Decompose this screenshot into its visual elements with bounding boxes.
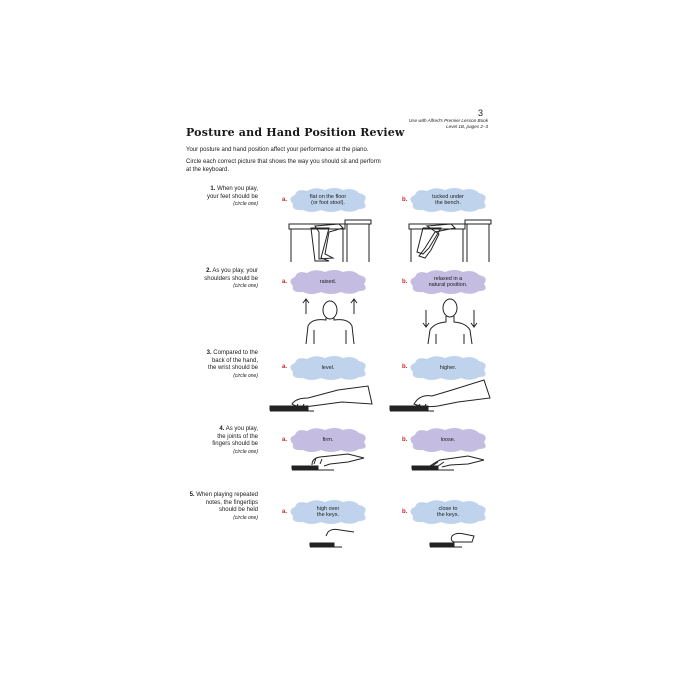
page-title: Posture and Hand Position Review: [186, 126, 405, 139]
shoulders-relaxed-illustration[interactable]: [420, 296, 480, 346]
fingers-loose-illustration[interactable]: [410, 452, 486, 474]
circle-one-note: (circle one): [233, 514, 258, 521]
question-2-line-1: 2. As you play, your: [206, 268, 258, 274]
question-4: [186, 426, 258, 456]
option-5b-cloud[interactable]: [407, 498, 489, 526]
option-2a-text: raised.: [319, 278, 337, 285]
feet-tucked-illustration[interactable]: [405, 218, 495, 264]
option-5a-text: high over the keys.: [316, 505, 340, 518]
option-1b-text: tucked under the bench.: [432, 193, 464, 206]
intro-line-2b: at the keyboard.: [186, 167, 230, 173]
intro-line-2a: Circle each correct picture that shows the way you should sit and perform: [186, 159, 381, 165]
option-b-letter[interactable]: b.: [402, 279, 408, 285]
question-5: [186, 492, 258, 522]
feet-flat-illustration[interactable]: [285, 218, 375, 264]
option-4b-cloud[interactable]: [407, 426, 489, 454]
book-reference-line-1: Use with Alfred's Premier Lesson Book: [408, 118, 488, 123]
option-a-letter[interactable]: a.: [282, 364, 288, 370]
question-4-line-2: the joints of the: [217, 433, 258, 440]
option-3a-text: level.: [321, 364, 335, 371]
question-5-line-1: 5. When playing repeated: [189, 492, 258, 498]
option-1a-text: flat on the floor (or foot stool).: [309, 193, 347, 206]
wrist-level-illustration[interactable]: [268, 380, 374, 414]
fingers-firm-illustration[interactable]: [290, 452, 366, 474]
option-a-letter[interactable]: a.: [282, 509, 288, 515]
question-2: [186, 268, 258, 291]
question-3-line-2: back of the hand,: [211, 357, 258, 364]
option-2b-text: relaxed in a natural position.: [428, 275, 468, 288]
page-number: 3: [478, 108, 484, 118]
option-1b-cloud[interactable]: [407, 186, 489, 214]
option-2b-cloud[interactable]: [407, 268, 489, 296]
question-3-line-3: the wrist should be: [207, 365, 258, 371]
question-5-line-3: should be held: [218, 507, 258, 513]
option-b-letter[interactable]: b.: [402, 437, 408, 443]
question-3-line-1: 3. Compared to the: [206, 350, 258, 356]
circle-one-note: (circle one): [233, 201, 258, 207]
question-1-line-1: 1. When you play,: [210, 186, 258, 192]
option-a-letter[interactable]: a.: [282, 279, 288, 285]
option-4b-text: loose.: [440, 436, 456, 443]
circle-one-note: (circle one): [233, 372, 258, 379]
option-b-letter[interactable]: b.: [402, 364, 408, 370]
option-3b-text: higher.: [439, 364, 457, 371]
book-reference-line-2: Level 1B, pages 2–3: [446, 124, 488, 129]
option-4a-text: firm.: [322, 436, 334, 443]
option-3a-cloud[interactable]: [287, 354, 369, 382]
option-a-letter[interactable]: a.: [282, 437, 288, 443]
book-reference: [392, 118, 488, 130]
shoulders-raised-illustration[interactable]: [300, 296, 360, 346]
question-5-line-2: notes, the fingertips: [205, 499, 258, 506]
option-2a-cloud[interactable]: [287, 268, 369, 296]
intro-line-1: Your posture and hand position affect your performance at the piano.: [186, 147, 369, 153]
intro-line-2: [186, 158, 486, 174]
option-5b-text: close to the keys.: [436, 505, 459, 518]
question-1-line-2: your feet should be: [206, 193, 258, 200]
option-a-letter[interactable]: a.: [282, 197, 288, 203]
option-1a-cloud[interactable]: [287, 186, 369, 214]
circle-one-note: (circle one): [233, 448, 258, 455]
question-2-line-2: shoulders should be: [204, 275, 258, 282]
wrist-higher-illustration[interactable]: [388, 372, 494, 414]
option-4a-cloud[interactable]: [287, 426, 369, 454]
fingertips-close-illustration[interactable]: [426, 528, 476, 550]
option-5a-cloud[interactable]: [287, 498, 369, 526]
circle-one-note: (circle one): [233, 283, 258, 289]
question-1: [186, 186, 258, 209]
question-3: [186, 350, 258, 380]
question-4-line-1: 4. As you play,: [219, 426, 258, 432]
fingertips-high-illustration[interactable]: [306, 528, 356, 550]
question-4-line-3: fingers should be: [212, 441, 258, 447]
option-b-letter[interactable]: b.: [402, 197, 408, 203]
option-b-letter[interactable]: b.: [402, 509, 408, 515]
